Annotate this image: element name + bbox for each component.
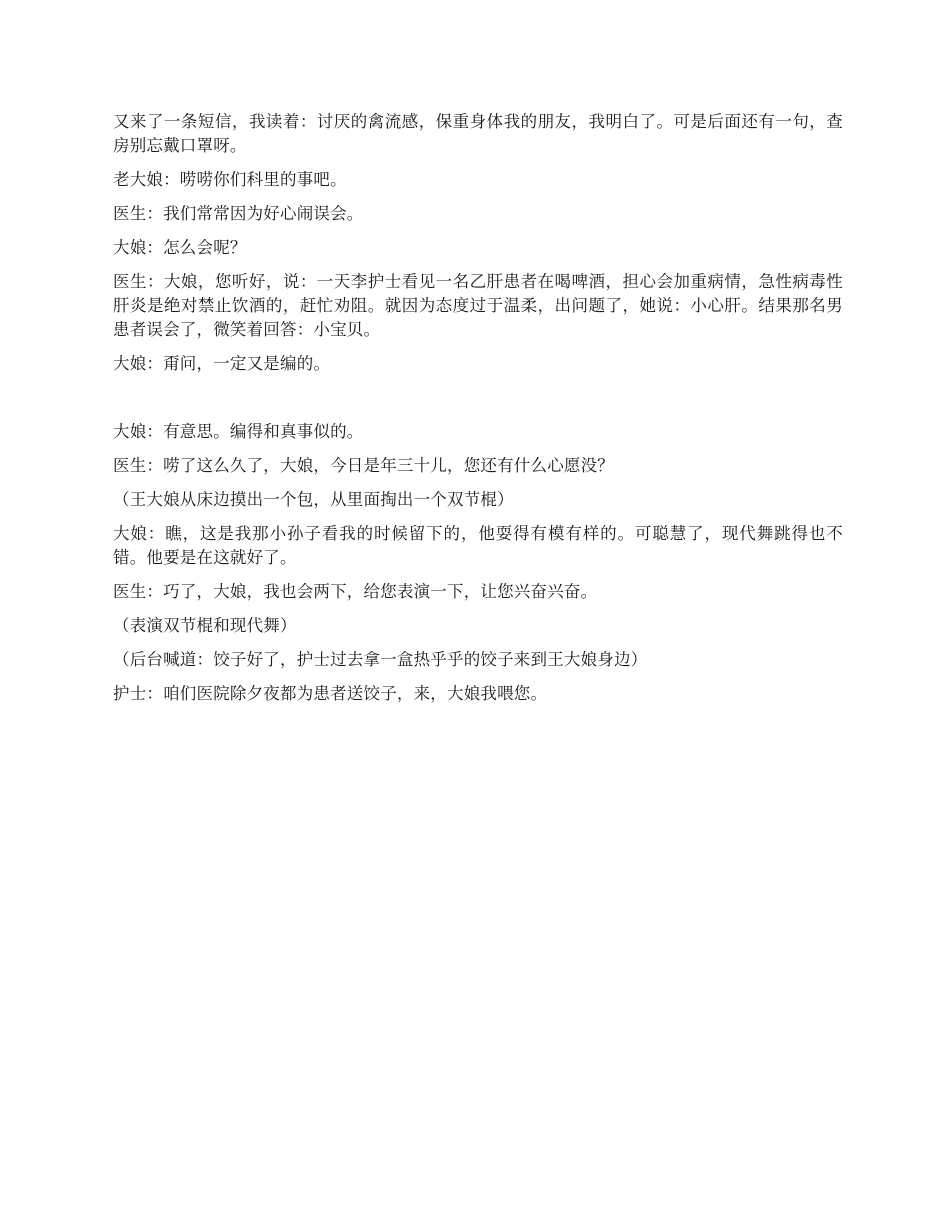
paragraph-doctor-story: 医生：大娘，您听好，说：一天李护士看见一名乙肝患者在喝啤酒，担心会加重病情，急性病毒性肝炎是绝对禁止饮酒的，赶忙劝阻。就因为态度过于温柔，出问题了，她说：小心肝。结果那名男患者误会了，微笑着回答：小宝贝。 <box>113 272 843 339</box>
paragraph-old-lady-chat: 老大娘：唠唠你们科里的事吧。 <box>113 170 347 189</box>
paragraph-stage-dumplings: （后台喊道：饺子好了，护士过去拿一盒热乎乎的饺子来到王大娘身边） <box>113 650 648 669</box>
paragraph-sms: 又来了一条短信，我读着：讨厌的禽流感，保重身体我的朋友，我明白了。可是后面还有一句，查房别忘戴口罩呀。 <box>113 112 843 155</box>
paragraph-lady-grandson: 大娘：瞧，这是我那小孙子看我的时候留下的，他耍得有模有样的。可聪慧了，现代舞跳得也不错。他要是在这就好了。 <box>113 524 843 567</box>
paragraph-nurse-feed: 护士：咱们医院除夕夜都为患者送饺子，来，大娘我喂您。 <box>113 684 548 703</box>
section-gap <box>113 386 843 420</box>
paragraph-lady-interesting: 大娘：有意思。编得和真事似的。 <box>113 422 364 441</box>
paragraph-lady-made-up: 大娘：甭问，一定又是编的。 <box>113 354 331 373</box>
paragraph-stage-performance: （表演双节棍和现代舞） <box>113 616 297 635</box>
paragraph-lady-how: 大娘：怎么会呢？ <box>113 238 247 257</box>
paragraph-doctor-perform: 医生：巧了，大娘，我也会两下，给您表演一下，让您兴奋兴奋。 <box>113 582 598 601</box>
paragraph-stage-nunchaku: （王大娘从床边摸出一个包，从里面掏出一个双节棍） <box>113 490 514 509</box>
document-page <box>113 110 843 716</box>
paragraph-doctor-misunderstand: 医生：我们常常因为好心闹误会。 <box>113 204 364 223</box>
paragraph-doctor-wish: 医生：唠了这么久了，大娘，今日是年三十儿，您还有什么心愿没？ <box>113 456 614 475</box>
